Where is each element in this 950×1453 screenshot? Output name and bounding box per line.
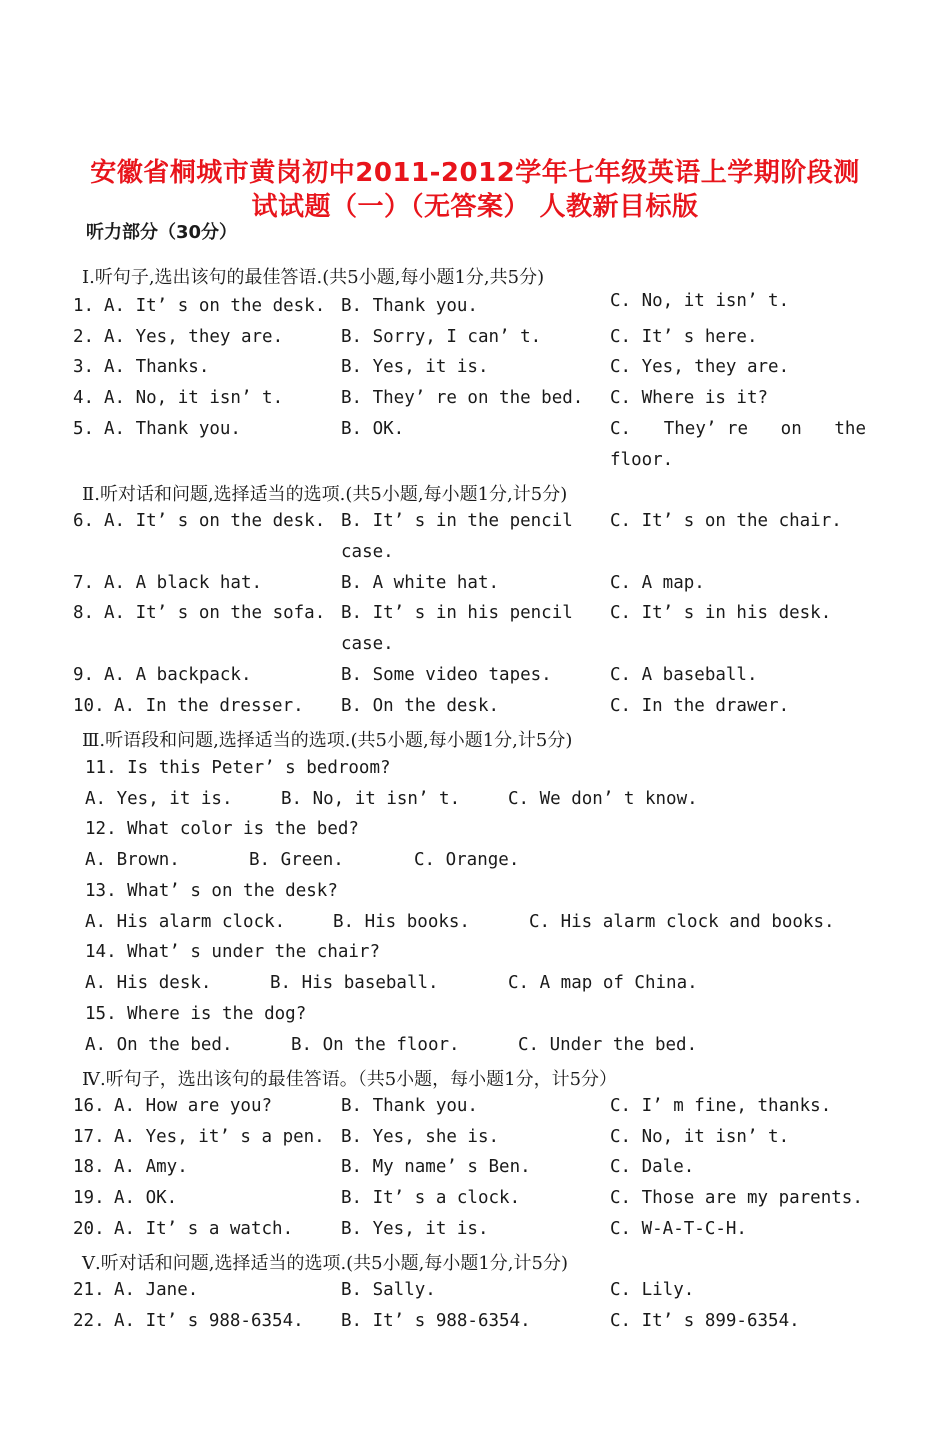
option-c: C. Yes, they are.: [610, 357, 790, 377]
question-row: [0, 1280, 950, 1311]
question-text: 12. What color is the bed?: [85, 819, 359, 839]
option-b: B. A white hat.: [341, 573, 500, 593]
question-row-continuation: [0, 634, 950, 665]
question-number: 17.: [73, 1127, 105, 1147]
option-a: A. Jane.: [114, 1280, 199, 1300]
question-number: 6.: [73, 511, 95, 531]
part-1-heading: Ⅰ.听句子,选出该句的最佳答语.(共5小题,每小题1分,共5分): [82, 267, 545, 288]
question-row-continuation: [0, 450, 950, 481]
option-a: A. In the dresser.: [114, 696, 304, 716]
option-b: B. They’ re on the bed.: [341, 388, 584, 408]
option-c: C. Those are my parents.: [610, 1188, 863, 1208]
option-c: C. In the drawer.: [610, 696, 790, 716]
question-row: [0, 1188, 950, 1219]
option-c-word: on: [780, 419, 802, 439]
option-c-continuation: floor.: [610, 450, 674, 470]
option-c-word: C.: [610, 419, 632, 439]
question-row: [0, 603, 950, 634]
option-a: A. Thanks.: [104, 357, 210, 377]
question-number: 7.: [73, 573, 95, 593]
option-c: C. It’ s here.: [610, 327, 758, 347]
option-b-continuation: case.: [341, 542, 394, 562]
option-a: A. It’ s on the desk.: [104, 511, 326, 531]
question-number: 18.: [73, 1157, 105, 1177]
question-row: [0, 573, 950, 604]
option-b: B. His books.: [333, 912, 470, 932]
question-number: 8.: [73, 603, 95, 623]
question-number: 4.: [73, 388, 95, 408]
part-2-heading: Ⅱ.听对话和问题,选择适当的选项.(共5小题,每小题1分,计5分): [82, 484, 568, 505]
option-b: B. On the desk.: [341, 696, 500, 716]
option-b: B. Yes, it is.: [341, 357, 489, 377]
question-text: 14. What’ s under the chair?: [85, 942, 381, 962]
option-a: A. A backpack.: [104, 665, 252, 685]
question-row: [0, 1096, 950, 1127]
option-b: B. It’ s in the pencil: [341, 511, 573, 531]
option-c: C. It’ s 899-6354.: [610, 1311, 800, 1331]
question-row-continuation: [0, 542, 950, 573]
option-a: A. Yes, it’ s a pen.: [114, 1127, 325, 1147]
question-number: 2.: [73, 327, 95, 347]
option-c: C. A map.: [610, 573, 705, 593]
option-c-word: They’ re: [663, 419, 749, 439]
question-row: [0, 1311, 950, 1342]
option-c: C. A baseball.: [610, 665, 758, 685]
option-a: A. It’ s 988-6354.: [114, 1311, 304, 1331]
part-5-heading: Ⅴ.听对话和问题,选择适当的选项.(共5小题,每小题1分,计5分): [82, 1253, 569, 1274]
option-c: C. Where is it?: [610, 388, 769, 408]
question-row: [0, 419, 950, 450]
option-c: C. W-A-T-C-H.: [610, 1219, 747, 1239]
option-b: B. Some video tapes.: [341, 665, 552, 685]
option-c: C. We don’ t know.: [508, 789, 698, 809]
option-b: B. Sally.: [341, 1280, 436, 1300]
section-title: 听力部分（30分）: [86, 222, 238, 243]
option-c: C. I’ m fine, thanks.: [610, 1096, 832, 1116]
option-a: A. Brown.: [85, 850, 180, 870]
part-3-heading: Ⅲ.听语段和问题,选择适当的选项.(共5小题,每小题1分,计5分): [82, 730, 573, 751]
option-b: B. It’ s in his pencil: [341, 603, 573, 623]
question-row: [0, 511, 950, 542]
option-b: B. Yes, it is.: [341, 1219, 489, 1239]
question-row: [0, 696, 950, 727]
option-c: C. No, it isn’ t.: [610, 291, 790, 311]
option-a: A. Amy.: [114, 1157, 188, 1177]
option-a: A. Yes, it is.: [85, 789, 233, 809]
option-b: B. Thank you.: [341, 296, 478, 316]
document-title-line-1: 安徽省桐城市黄岗初中2011-2012学年七年级英语上学期阶段测: [90, 158, 860, 188]
question-number: 3.: [73, 357, 95, 377]
question-number: 10.: [73, 696, 105, 716]
option-b: B. Thank you.: [341, 1096, 478, 1116]
option-a: A. His desk.: [85, 973, 212, 993]
option-b: B. Sorry, I can’ t.: [341, 327, 542, 347]
option-b: B. It’ s a clock.: [341, 1188, 521, 1208]
option-a: A. OK.: [114, 1188, 178, 1208]
option-b: B. His baseball.: [270, 973, 439, 993]
option-a: A. It’ s on the sofa.: [104, 603, 326, 623]
option-c: C. Orange.: [414, 850, 520, 870]
question-number: 21.: [73, 1280, 105, 1300]
question-text: 13. What’ s on the desk?: [85, 881, 338, 901]
option-b: B. OK.: [341, 419, 405, 439]
question-row: [0, 665, 950, 696]
option-a: A. How are you?: [114, 1096, 273, 1116]
option-b: B. On the floor.: [291, 1035, 460, 1055]
option-c-word: the: [834, 419, 866, 439]
question-number: 19.: [73, 1188, 105, 1208]
option-c: [610, 419, 866, 439]
option-b: B. It’ s 988-6354.: [341, 1311, 531, 1331]
option-b: B. My name’ s Ben.: [341, 1157, 531, 1177]
option-a: A. Yes, they are.: [104, 327, 284, 347]
option-a: A. A black hat.: [104, 573, 263, 593]
question-row: [0, 357, 950, 388]
question-row: [0, 291, 950, 327]
option-a: A. Thank you.: [104, 419, 241, 439]
option-b-continuation: case.: [341, 634, 394, 654]
question-row: [0, 1157, 950, 1188]
question-row: [0, 388, 950, 419]
option-c: C. Dale.: [610, 1157, 695, 1177]
option-b: B. Yes, she is.: [341, 1127, 500, 1147]
option-c: C. Under the bed.: [518, 1035, 698, 1055]
question-text: 11. Is this Peter’ s bedroom?: [85, 758, 391, 778]
question-number: 5.: [73, 419, 95, 439]
question-text: 15. Where is the dog?: [85, 1004, 307, 1024]
option-c: C. It’ s in his desk.: [610, 603, 832, 623]
question-number: 1.: [73, 296, 95, 316]
option-c: C. His alarm clock and books.: [529, 912, 835, 932]
option-c: C. Lily.: [610, 1280, 695, 1300]
option-a: A. His alarm clock.: [85, 912, 286, 932]
part-4-heading: Ⅳ.听句子，选出该句的最佳答语。（共5小题，每小题1分，计5分）: [82, 1069, 618, 1090]
question-number: 20.: [73, 1219, 105, 1239]
question-number: 16.: [73, 1096, 105, 1116]
question-number: 22.: [73, 1311, 105, 1331]
question-row: [0, 1219, 950, 1250]
option-c: C. A map of China.: [508, 973, 698, 993]
question-number: 9.: [73, 665, 95, 685]
question-row: [0, 1127, 950, 1158]
option-a: A. On the bed.: [85, 1035, 233, 1055]
option-a: A. It’ s on the desk.: [104, 296, 326, 316]
option-b: B. Green.: [249, 850, 344, 870]
option-b: B. No, it isn’ t.: [281, 789, 461, 809]
option-a: A. It’ s a watch.: [114, 1219, 294, 1239]
option-c: C. No, it isn’ t.: [610, 1127, 790, 1147]
option-a: A. No, it isn’ t.: [104, 388, 284, 408]
document-title-line-2: 试试题（一）（无答案） 人教新目标版: [251, 192, 699, 222]
question-row: [0, 327, 950, 358]
option-c: C. It’ s on the chair.: [610, 511, 842, 531]
